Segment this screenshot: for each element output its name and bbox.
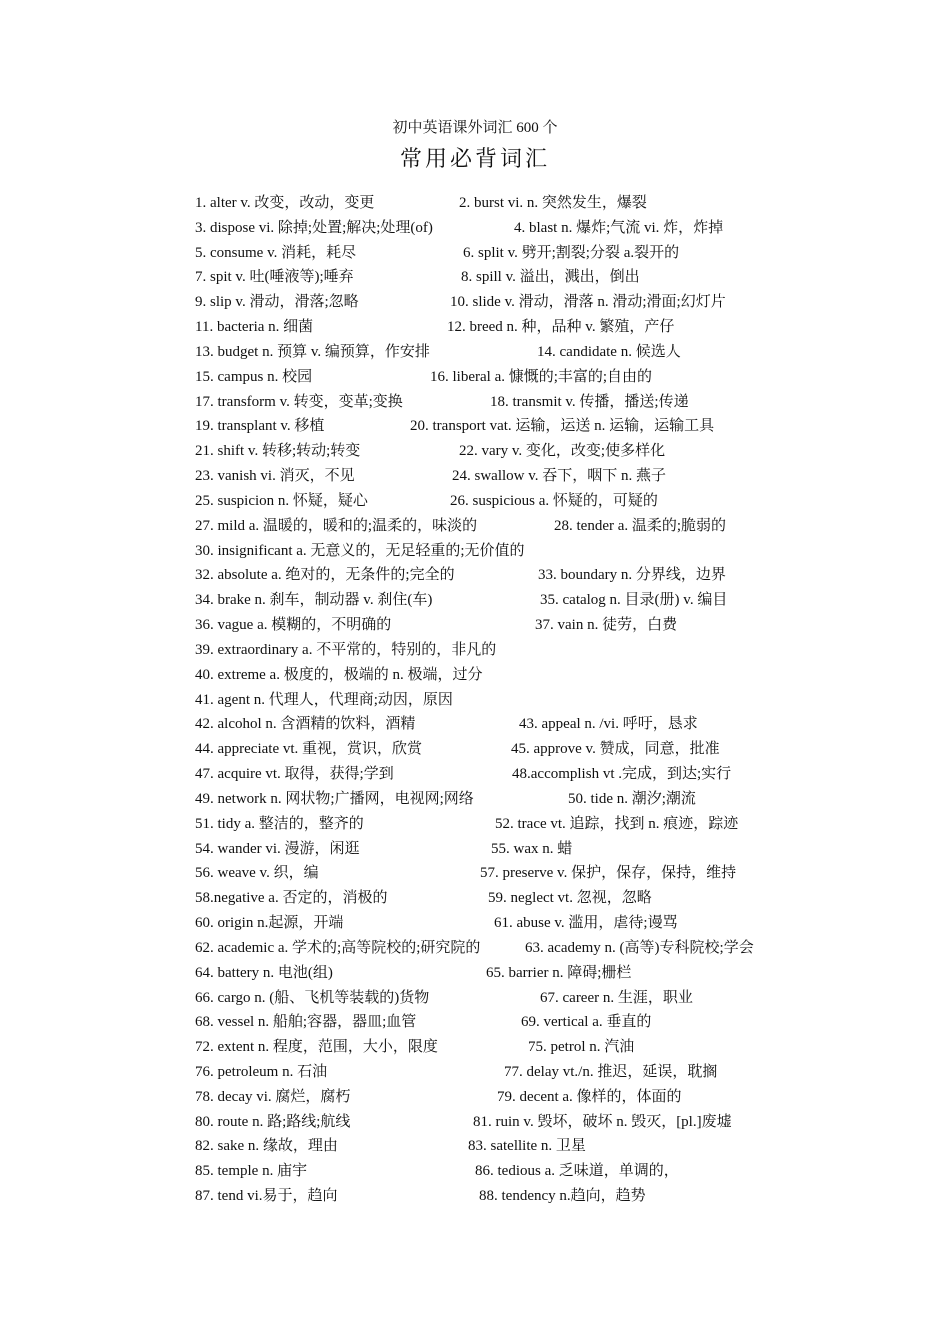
vocab-entry: 79. decent a. 像样的，体面的	[497, 1088, 682, 1105]
vocab-row	[195, 613, 795, 638]
vocab-entry: 77. delay vt./n. 推迟，延误，耽搁	[504, 1063, 718, 1080]
vocab-row	[195, 812, 795, 837]
vocab-entry: 22. vary v. 变化，改变;使多样化	[459, 443, 666, 460]
vocab-row	[195, 688, 795, 713]
vocab-row	[195, 961, 795, 986]
vocab-entry: 20. transport vat. 运输，运送 n. 运输，运输工具	[410, 418, 715, 435]
vocab-row	[195, 1159, 795, 1184]
vocab-row	[195, 861, 795, 886]
vocab-entry: 32. absolute a. 绝对的，无条件的;完全的	[195, 567, 455, 584]
vocab-entry: 66. cargo n. (船、飞机等装载的)货物	[195, 989, 430, 1006]
vocab-entry: 83. satellite n. 卫星	[468, 1138, 586, 1155]
vocab-entry: 55. wax n. 蜡	[491, 840, 573, 857]
vocab-entry: 12. breed n. 种，品种 v. 繁殖，产仔	[447, 319, 675, 336]
vocab-entry: 1. alter v. 改变，改动，变更	[195, 195, 375, 211]
vocab-row	[195, 1010, 795, 1035]
vocab-entry: 3. dispose vi. 除掉;处置;解决;处理(of)	[195, 219, 433, 236]
vocab-entry: 27. mild a. 温暖的，暖和的;温柔的，味淡的	[195, 517, 478, 534]
vocab-entry: 24. swallow v. 吞下，咽下 n. 燕子	[452, 468, 667, 485]
vocab-row	[195, 290, 795, 315]
vocabulary-list	[195, 191, 795, 1209]
vocab-row	[195, 638, 795, 663]
vocab-entry: 62. academic a. 学术的;高等院校的;研究院的	[195, 939, 481, 956]
vocab-entry: 33. boundary n. 分界线，边界	[538, 567, 726, 584]
vocab-entry: 25. suspicion n. 怀疑，疑心	[195, 492, 368, 509]
vocab-entry: 42. alcohol n. 含酒精的饮料，酒精	[195, 716, 416, 733]
vocab-row	[195, 1085, 795, 1110]
vocab-entry: 88. tendency n.趋向，趋势	[479, 1188, 646, 1205]
vocab-entry: 80. route n. 路;路线;航线	[195, 1113, 351, 1130]
vocab-entry: 68. vessel n. 船舶;容器，器皿;血管	[195, 1014, 417, 1031]
vocab-row	[195, 837, 795, 862]
vocab-entry: 45. approve v. 赞成，同意，批准	[511, 741, 720, 758]
vocab-row	[195, 886, 795, 911]
vocab-entry: 2. burst vi. n. 突然发生，爆裂	[459, 195, 647, 211]
vocab-row	[195, 191, 795, 216]
vocab-row	[195, 315, 795, 340]
vocab-entry: 9. slip v. 滑动，滑落;忽略	[195, 294, 359, 311]
vocab-row	[195, 712, 795, 737]
vocab-entry: 17. transform v. 转变，变革;变换	[195, 393, 403, 410]
vocab-row	[195, 514, 795, 539]
vocab-entry: 43. appeal n. /vi. 呼吁，恳求	[519, 716, 698, 733]
vocab-row	[195, 216, 795, 241]
vocab-row	[195, 936, 795, 961]
vocab-entry: 57. preserve v. 保护，保存，保持，维持	[480, 865, 737, 882]
vocab-row	[195, 265, 795, 290]
vocab-row	[195, 737, 795, 762]
vocab-entry: 14. candidate n. 候选人	[537, 343, 681, 360]
vocab-row	[195, 1110, 795, 1135]
vocab-row	[195, 1184, 795, 1209]
vocab-entry: 72. extent n. 程度，范围，大小，限度	[195, 1039, 438, 1056]
vocab-row	[195, 663, 795, 688]
vocab-entry: 81. ruin v. 毁坏，破坏 n. 毁灭，[pl.]废墟	[473, 1113, 732, 1130]
vocab-entry: 41. agent n. 代理人，代理商;动因，原因	[195, 691, 453, 708]
vocab-entry: 87. tend vi.易于，趋向	[195, 1188, 338, 1205]
vocab-row	[195, 241, 795, 266]
vocab-row	[195, 762, 795, 787]
vocab-entry: 75. petrol n. 汽油	[528, 1039, 635, 1056]
vocab-entry: 61. abuse v. 滥用，虐待;谩骂	[494, 915, 678, 932]
vocab-entry: 19. transplant v. 移植	[195, 418, 325, 435]
vocab-row	[195, 414, 795, 439]
vocab-row	[195, 365, 795, 390]
vocab-entry: 40. extreme a. 极度的，极端的 n. 极端，过分	[195, 666, 483, 683]
vocab-entry: 64. battery n. 电池(组)	[195, 964, 333, 981]
vocab-entry: 18. transmit v. 传播，播送;传递	[490, 393, 689, 410]
vocab-entry: 5. consume v. 消耗，耗尽	[195, 244, 357, 261]
vocab-row	[195, 787, 795, 812]
vocab-row	[195, 489, 795, 514]
vocab-entry: 28. tender a. 温柔的;脆弱的	[554, 517, 727, 534]
vocab-entry: 59. neglect vt. 忽视，忽略	[488, 890, 652, 907]
vocab-entry: 7. spit v. 吐(唾液等);唾弃	[195, 269, 354, 286]
vocab-entry: 39. extraordinary a. 不平常的，特别的，非凡的	[195, 641, 497, 658]
vocab-entry: 23. vanish vi. 消灭，不见	[195, 468, 355, 485]
vocab-row	[195, 464, 795, 489]
vocab-entry: 76. petroleum n. 石油	[195, 1063, 328, 1080]
document-subtitle: 初中英语课外词汇 600 个	[392, 120, 558, 136]
vocab-entry: 15. campus n. 校园	[195, 368, 313, 385]
vocab-entry: 56. weave v. 织，编	[195, 865, 319, 882]
vocab-entry: 48.accomplish vt .完成，到达;实行	[512, 766, 732, 783]
vocab-entry: 86. tedious a. 乏味道，单调的，	[475, 1163, 679, 1180]
vocab-entry: 21. shift v. 转移;转动;转变	[195, 443, 361, 460]
vocab-entry: 47. acquire vt. 取得，获得;学到	[195, 766, 394, 783]
vocab-entry: 85. temple n. 庙宇	[195, 1163, 308, 1180]
vocab-entry: 82. sake n. 缘故，理由	[195, 1138, 338, 1155]
vocab-entry: 78. decay vi. 腐烂，腐朽	[195, 1088, 351, 1105]
vocab-row	[195, 588, 795, 613]
vocab-row	[195, 390, 795, 415]
vocab-row	[195, 1134, 795, 1159]
vocab-row	[195, 439, 795, 464]
vocab-entry: 65. barrier n. 障碍;栅栏	[486, 964, 632, 981]
vocab-entry: 10. slide v. 滑动，滑落 n. 滑动;滑面;幻灯片	[450, 294, 726, 311]
vocab-row	[195, 1060, 795, 1085]
vocab-entry: 60. origin n.起源，开端	[195, 915, 344, 932]
vocab-row	[195, 539, 795, 564]
vocab-entry: 6. split v. 劈开;割裂;分裂 a.裂开的	[463, 244, 680, 261]
vocab-entry: 4. blast n. 爆炸;气流 vi. 炸，炸掉	[514, 219, 724, 236]
vocab-entry: 49. network n. 网状物;广播网，电视网;网络	[195, 790, 474, 807]
vocab-entry: 52. trace vt. 追踪，找到 n. 痕迹，踪迹	[495, 815, 739, 832]
document-title: 常用必背词汇	[399, 146, 550, 171]
vocab-entry: 58.negative a. 否定的，消极的	[195, 890, 388, 907]
vocab-row	[195, 1035, 795, 1060]
vocab-entry: 16. liberal a. 慷慨的;丰富的;自由的	[430, 368, 653, 385]
vocab-row	[195, 340, 795, 365]
vocab-entry: 44. appreciate vt. 重视，赏识，欣赏	[195, 741, 423, 758]
vocab-entry: 8. spill v. 溢出，溅出，倒出	[461, 269, 640, 286]
vocab-entry: 51. tidy a. 整洁的，整齐的	[195, 815, 364, 832]
vocab-row	[195, 563, 795, 588]
vocab-entry: 69. vertical a. 垂直的	[521, 1014, 652, 1031]
vocab-row	[195, 986, 795, 1011]
vocab-entry: 37. vain n. 徒劳，白费	[535, 617, 678, 634]
vocab-entry: 30. insignificant a. 无意义的，无足轻重的;无价值的	[195, 542, 525, 559]
vocab-entry: 36. vague a. 模糊的，不明确的	[195, 617, 392, 634]
vocab-entry: 54. wander vi. 漫游，闲逛	[195, 840, 360, 857]
vocab-entry: 11. bacteria n. 细菌	[195, 319, 314, 336]
vocab-entry: 50. tide n. 潮汐;潮流	[568, 790, 696, 807]
vocab-entry: 67. career n. 生涯，职业	[540, 989, 693, 1006]
vocab-entry: 13. budget n. 预算 v. 编预算，作安排	[195, 343, 430, 360]
vocab-entry: 35. catalog n. 目录(册) v. 编目	[540, 592, 728, 609]
vocab-entry: 26. suspicious a. 怀疑的，可疑的	[450, 492, 658, 509]
vocab-row	[195, 911, 795, 936]
vocab-entry: 63. academy n. (高等)专科院校;学会	[525, 939, 754, 956]
vocab-entry: 34. brake n. 刹车，制动器 v. 刹住(车)	[195, 592, 433, 609]
